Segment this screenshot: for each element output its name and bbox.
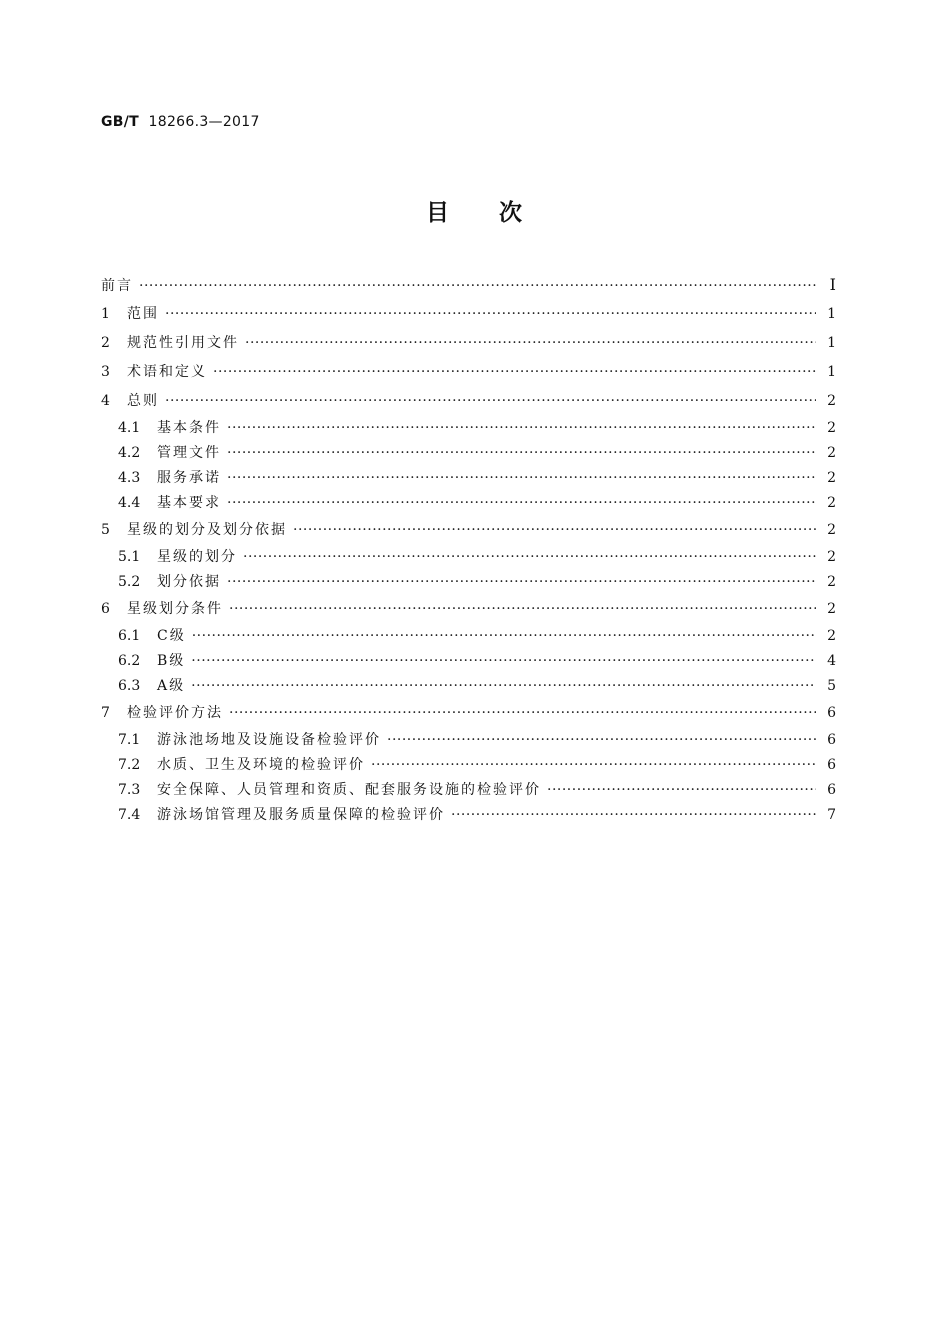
- toc-entry-3[interactable]: [101, 358, 836, 387]
- standard-code: [101, 114, 260, 130]
- toc-leader-dots: [227, 491, 816, 516]
- toc-entry-label: 基本要求: [157, 495, 221, 511]
- toc-leader-dots: [229, 699, 816, 728]
- toc-entry-7-4[interactable]: [101, 803, 836, 828]
- toc-leader-dots: [192, 624, 816, 649]
- toc-entry-6-3[interactable]: [101, 674, 836, 699]
- toc-leader-dots: [245, 329, 816, 358]
- toc-entry-4-1[interactable]: [101, 416, 836, 441]
- toc-entry-page: 6: [827, 757, 836, 773]
- toc-entry-page: 1: [827, 364, 836, 380]
- toc-entry-page: 2: [827, 522, 836, 538]
- toc-entry-5[interactable]: [101, 516, 836, 545]
- toc-entry-page: 5: [827, 678, 836, 694]
- toc-leader-dots: [229, 595, 816, 624]
- toc-entry-number: 7.3: [118, 782, 141, 798]
- standard-number: 18266.3—2017: [148, 114, 260, 130]
- toc-entry-page: 2: [827, 601, 836, 617]
- toc-entry-label: C级: [157, 628, 186, 644]
- toc-entry-label: 划分依据: [157, 574, 221, 590]
- standard-prefix: GB/T: [101, 114, 140, 130]
- toc-entry-label: 管理文件: [157, 445, 221, 461]
- toc-leader-dots: [191, 649, 816, 674]
- toc-entry-4-4[interactable]: [101, 491, 836, 516]
- toc-leader-dots: [293, 516, 816, 545]
- toc-entry-7[interactable]: [101, 699, 836, 728]
- toc-entry-foreword[interactable]: [101, 270, 836, 300]
- toc-entry-label: 星级的划分及划分依据: [127, 522, 287, 538]
- toc-entry-page: 1: [827, 335, 836, 351]
- toc-entry-6-1[interactable]: [101, 624, 836, 649]
- toc-entry-page: 2: [827, 420, 836, 436]
- toc-entry-label: 星级的划分: [157, 549, 237, 565]
- toc-entry-page: 4: [827, 653, 836, 669]
- toc-entry-number: 2: [101, 335, 110, 351]
- toc-entry-number: 4.3: [118, 470, 141, 486]
- toc-leader-dots: [139, 271, 816, 301]
- toc-entry-number: 4: [101, 393, 110, 409]
- title-char-2: 次: [499, 200, 524, 226]
- toc-entry-label: 游泳场馆管理及服务质量保障的检验评价: [157, 807, 445, 823]
- toc-entry-page: 6: [827, 782, 836, 798]
- toc-entry-7-2[interactable]: [101, 753, 836, 778]
- toc-entry-number: 3: [101, 364, 110, 380]
- toc-entry-page: 6: [827, 732, 836, 748]
- toc-leader-dots: [191, 674, 816, 699]
- toc-entry-number: 6.3: [118, 678, 141, 694]
- toc-entry-label: 安全保障、人员管理和资质、配套服务设施的检验评价: [157, 782, 541, 798]
- toc-entry-page: 2: [827, 393, 836, 409]
- toc-entry-5-2[interactable]: [101, 570, 836, 595]
- toc-entry-1[interactable]: [101, 300, 836, 329]
- toc-entry-number: 4.4: [118, 495, 141, 511]
- toc-entry-4-2[interactable]: [101, 441, 836, 466]
- toc-entry-number: 1: [101, 306, 110, 322]
- toc-entry-number: 5: [101, 522, 110, 538]
- page-title: [0, 194, 950, 227]
- toc-entry-page: 7: [827, 807, 836, 823]
- toc-entry-label: 范围: [127, 306, 159, 322]
- toc-entry-label: 基本条件: [157, 420, 221, 436]
- toc-entry-label: 前言: [101, 278, 133, 294]
- toc-leader-dots: [371, 753, 816, 778]
- toc-leader-dots: [165, 387, 816, 416]
- toc-entry-page: 6: [827, 705, 836, 721]
- toc-entry-label: 术语和定义: [127, 364, 207, 380]
- toc-entry-page: 2: [827, 495, 836, 511]
- toc-leader-dots: [213, 358, 816, 387]
- toc-leader-dots: [451, 803, 816, 828]
- toc-entry-4-3[interactable]: [101, 466, 836, 491]
- toc-entry-label: 游泳池场地及设施设备检验评价: [157, 732, 381, 748]
- toc-entry-page: 1: [827, 306, 836, 322]
- table-of-contents: [101, 270, 836, 828]
- toc-leader-dots: [243, 545, 816, 570]
- toc-entry-page: 2: [827, 470, 836, 486]
- toc-entry-number: 4.2: [118, 445, 141, 461]
- toc-leader-dots: [227, 570, 816, 595]
- toc-entry-7-1[interactable]: [101, 728, 836, 753]
- toc-entry-5-1[interactable]: [101, 545, 836, 570]
- toc-entry-page: 2: [827, 574, 836, 590]
- toc-entry-label: 服务承诺: [157, 470, 221, 486]
- toc-entry-number: 6.1: [118, 628, 141, 644]
- toc-entry-page: 2: [827, 549, 836, 565]
- toc-entry-number: 4.1: [118, 420, 141, 436]
- toc-entry-label: A级: [157, 678, 186, 694]
- toc-entry-label: B级: [157, 653, 186, 669]
- toc-leader-dots: [227, 466, 816, 491]
- toc-entry-page: 2: [827, 445, 836, 461]
- toc-entry-label: 星级划分条件: [127, 601, 223, 617]
- toc-entry-number: 7.1: [118, 732, 141, 748]
- toc-entry-4[interactable]: [101, 387, 836, 416]
- toc-leader-dots: [227, 441, 816, 466]
- toc-entry-number: 7.4: [118, 807, 141, 823]
- toc-entry-label: 规范性引用文件: [127, 335, 239, 351]
- toc-leader-dots: [227, 416, 816, 441]
- toc-entry-page: 2: [827, 628, 836, 644]
- toc-entry-6[interactable]: [101, 595, 836, 624]
- toc-entry-7-3[interactable]: [101, 778, 836, 803]
- toc-entry-6-2[interactable]: [101, 649, 836, 674]
- toc-entry-number: 5.2: [118, 574, 141, 590]
- toc-entry-label: 总则: [127, 393, 159, 409]
- toc-entry-number: 6.2: [118, 653, 141, 669]
- toc-entry-2[interactable]: [101, 329, 836, 358]
- toc-leader-dots: [547, 778, 816, 803]
- toc-entry-label: 检验评价方法: [127, 705, 223, 721]
- toc-entry-page: I: [829, 275, 836, 294]
- toc-leader-dots: [387, 728, 816, 753]
- toc-entry-number: 7.2: [118, 757, 141, 773]
- toc-entry-label: 水质、卫生及环境的检验评价: [157, 757, 365, 773]
- toc-entry-number: 6: [101, 601, 110, 617]
- toc-leader-dots: [165, 300, 816, 329]
- toc-entry-number: 5.1: [118, 549, 141, 565]
- toc-entry-number: 7: [101, 705, 110, 721]
- title-char-1: 目: [426, 200, 451, 226]
